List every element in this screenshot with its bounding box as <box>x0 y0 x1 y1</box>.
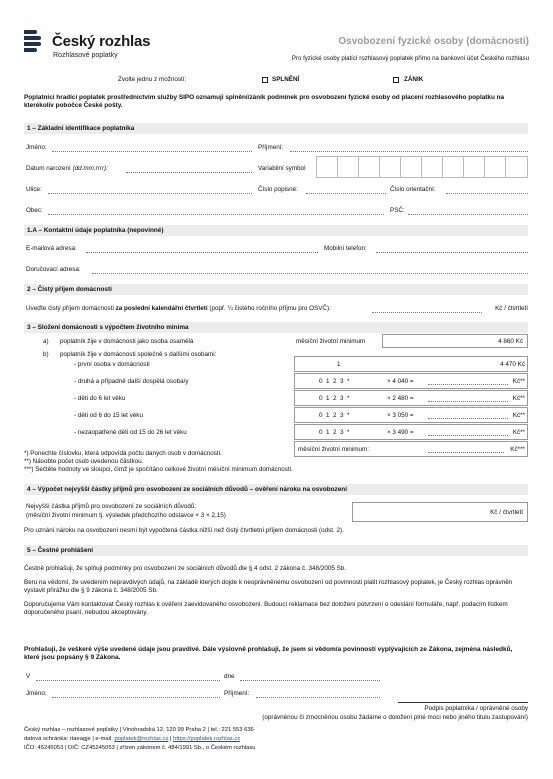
section-1a-heading: 1.A – Kontaktní údaje poplatníka (nepovinné) <box>24 225 528 236</box>
ulice-field[interactable] <box>48 193 252 194</box>
dorucovaci-label: Doručovací adresa: <box>26 266 81 273</box>
section-5-heading: 5 – Čestné prohlášení <box>24 545 528 556</box>
total-field[interactable] <box>428 452 504 453</box>
document-title: Osvobození fyzické osoby (domácnosti) <box>338 36 529 47</box>
row-field-2[interactable] <box>428 384 508 385</box>
obec-field[interactable] <box>48 214 384 215</box>
row-label-1: - první osoba v domácnosti <box>74 361 150 368</box>
row-label-3: - děti do 6 let věku <box>74 395 126 402</box>
note-1: *) Ponechte číslovku, která odpovídá počtu daných osob v domácnosti. <box>24 450 222 457</box>
declaration-text: Prohlašuji, že veškeré výše uvedené údaje jsou pravdivé. Dále výslovně prohlašuji, že jsem si vědom/a povinností vyplývajících ze Zákona, zejména následků, které jsou popsány § 9 Zákona. <box>24 646 513 662</box>
vs-field[interactable] <box>316 156 528 178</box>
s4-result-box <box>352 502 528 522</box>
cislo-orientacni-field[interactable] <box>446 193 528 194</box>
s4-line-2: (měsíční životní minimum tj. výsledek předchozího odstavce × 3 × 2,15) <box>26 512 226 519</box>
s4-unit: Kč / čtvrtletí <box>490 509 523 516</box>
row-result-2: Kč** <box>512 378 525 385</box>
row-mult-5: × 3 490 = <box>387 429 414 436</box>
option-a-text: poplatník žije v domácnosti jako osoba osamělá <box>60 338 194 345</box>
signature-line[interactable] <box>398 702 528 703</box>
ulice-label: Ulice: <box>26 186 42 193</box>
obec-label: Obec: <box>26 207 43 214</box>
datum-field[interactable] <box>126 172 252 173</box>
prijem-unit: Kč / čtvrtletí <box>495 305 528 312</box>
jmeno-label: Jméno: <box>26 144 47 151</box>
option-a-label: a) <box>43 338 49 345</box>
note-2: **) Násobte počet osob uvedenou částkou. <box>24 458 144 465</box>
footer-line-2: datová schránka: rtaeagje | e-mail: poplatek@rozhlas.cz | https://poplatek.rozhlas.cz <box>24 736 241 742</box>
row-result-5: Kč** <box>512 429 525 436</box>
sign-dne-label: dne <box>224 673 235 680</box>
prijem-text: Uveďte čistý příjem domácnosti za poslední kalendářní čtvrtletí (popř. ¼ čistého ročního příjmu pro OSVČ): <box>26 305 331 312</box>
note-3: ***) Sečtěte hodnoty ve sloupci, čímž je spočítáno celkové životní měsíční minimum domácnosti. <box>24 466 293 473</box>
jmeno-field[interactable] <box>52 151 252 152</box>
s5-paragraph-2: Beru na vědomí, že uvedením nepravdivých údajů, na základě kterých dojde k neoprávněnému osvobození od povinnosti platit rozhlasový poplatek, je Český rozhlas oprávněn vystavit přirážku dle § 9 zákona č. 348/2005 Sb. <box>24 579 513 594</box>
checkbox-splneni[interactable] <box>262 77 268 83</box>
footer-line-1: Český rozhlas – rozhlasové poplatky | Vinohradská 12, 120 99 Praha 2 | tel.: 221 553 636 <box>24 727 254 733</box>
option-b-text: poplatník žije v domácnosti společně s dalšími osobami: <box>60 351 217 358</box>
section-3-heading: 3 – Složení domácnosti s výpočtem životního minima <box>24 322 528 333</box>
min-box <box>382 334 528 348</box>
prijmeni-field[interactable] <box>290 151 528 152</box>
row-mult-4: × 3 050 = <box>387 412 414 419</box>
datum-label: Datum narození (dd.mm.rrrr): <box>26 165 108 172</box>
min-label: měsíční životní minimum <box>296 338 366 345</box>
row-label-2: - druhá a případně další dospělá osoba/y <box>74 378 189 385</box>
email-label: E-mailová adresa: <box>26 245 77 252</box>
s5-paragraph-1: Čestně prohlašuji, že splňuji podmínky pro osvobození ze sociálních důvodů dle § 4 odst. 2 zákona č. 348/2005 Sb. <box>24 565 347 572</box>
logo-icon <box>24 30 41 52</box>
cislo-popisne-label: Číslo popisné: <box>258 186 298 193</box>
option-splneni: SPLNĚNÍ <box>272 76 300 83</box>
s5-paragraph-3: Doporučujeme Vám kontaktovat Český rozhlas k ověření zaevidovaného osvobození. Budoucí reklamace bez doložení potvrzení o odeslání formuláře, např. podacím lístkem doporučeného psaní, nebudou akceptovány. <box>24 601 508 616</box>
signature-label: Podpis poplatníka / oprávněné osoby <box>424 705 528 712</box>
sign-place-field[interactable] <box>36 680 220 681</box>
row-result-3: Kč** <box>512 395 525 402</box>
row-count-5[interactable]: 0 1 2 3 * <box>319 429 350 436</box>
email-field[interactable] <box>86 252 318 253</box>
row-result-4: Kč** <box>512 412 525 419</box>
section-2-heading: 2 – Čistý příjem domácnosti <box>24 284 528 295</box>
sign-jmeno-label: Jméno: <box>26 690 47 697</box>
mobil-label: Mobilní telefon: <box>324 245 367 252</box>
document-subtitle: Pro fyzické osoby platící rozhlasový poplatek přímo na bankovní účet Českého rozhlasu <box>291 55 529 62</box>
psc-label: PSČ: <box>390 207 405 214</box>
footer-line-3: IČO: 45245053 | DIČ: CZ45245053 | zřízen zákonem č. 484/1991 Sb., o Českém rozhlasu <box>24 745 256 751</box>
intro-text: Poplatníci hradící poplatek prostřednictvím služby SIPO oznamují splnění/zánik podmínek pro osvobození fyzické osoby od placení rozhlasového poplatku na kterékoliv pobočce České pošty. <box>24 94 505 109</box>
row-mult-2: × 4 040 = <box>387 378 414 385</box>
row-field-3[interactable] <box>428 401 508 402</box>
option-zanik: ZÁNIK <box>404 76 424 83</box>
psc-field[interactable] <box>408 214 528 215</box>
row-count-1: 1 <box>337 361 341 368</box>
prijem-field[interactable] <box>372 312 482 313</box>
sign-prijmeni-field[interactable] <box>256 697 380 698</box>
row-field-5[interactable] <box>428 435 508 436</box>
row-count-3[interactable]: 0 1 2 3 * <box>319 395 350 402</box>
sign-prijmeni-label: Příjmení: <box>224 690 250 697</box>
logo-name: Český rozhlas <box>52 33 151 50</box>
min-value: 4 860 Kč <box>498 338 523 345</box>
total-label: měsíční životní minimum: <box>298 446 370 453</box>
cislo-popisne-field[interactable] <box>306 193 386 194</box>
total-unit: Kč*** <box>510 446 525 453</box>
s4-line-1: Nejvyšší částka příjmů pro osvobození ze sociálních důvodů: <box>26 503 197 510</box>
row-label-4: - děti od 6 do 15 let věku <box>74 412 143 419</box>
checkbox-zanik[interactable] <box>393 77 399 83</box>
vs-label: Variabilní symbol <box>258 165 306 172</box>
choice-label: Zvolte jednu z možností: <box>118 76 187 83</box>
sign-jmeno-field[interactable] <box>52 697 220 698</box>
prijmeni-label: Příjmení: <box>258 144 284 151</box>
row-mult-3: × 2 480 = <box>387 395 414 402</box>
row-count-2[interactable]: 0 1 2 3 * <box>319 378 350 385</box>
option-b-label: b) <box>43 351 49 358</box>
cislo-orientacni-label: Číslo orientační: <box>390 186 436 193</box>
footer-email-link[interactable]: poplatek@rozhlas.cz <box>114 736 169 742</box>
mobil-field[interactable] <box>376 252 528 253</box>
section-4-heading: 4 – Výpočet nejvyšší částky příjmů pro osvobození ze sociálních důvodů – ověření nároku na osvobození <box>24 484 528 495</box>
s4-note: Pro uznání nároku na osvobození nesmí být vypočtená částka nižší než čistý čtvrtletní příjem domácnosti (odst. 2). <box>24 527 344 534</box>
section-1-heading: 1 – Základní identifikace poplatníka <box>24 123 528 134</box>
signature-note: (oprávněnou či zmocněnou osobu žádáme o doložení plné moci nebo jiného titulu zastupování) <box>262 714 528 721</box>
dorucovaci-field[interactable] <box>92 273 528 274</box>
footer-web-link[interactable]: https://poplatek.rozhlas.cz <box>173 736 241 742</box>
row-result-1: 4 470 Kč <box>500 361 525 368</box>
sign-date-field[interactable] <box>240 680 380 681</box>
row-count-4[interactable]: 0 1 2 3 * <box>319 412 350 419</box>
sign-v-label: V <box>26 673 31 680</box>
row-box-1 <box>294 356 528 372</box>
row-label-5: - nezaopatřené děti od 15 do 26 let věku <box>74 429 187 436</box>
logo-subtitle: Rozhlasové poplatky <box>53 52 118 59</box>
row-field-4[interactable] <box>428 418 508 419</box>
